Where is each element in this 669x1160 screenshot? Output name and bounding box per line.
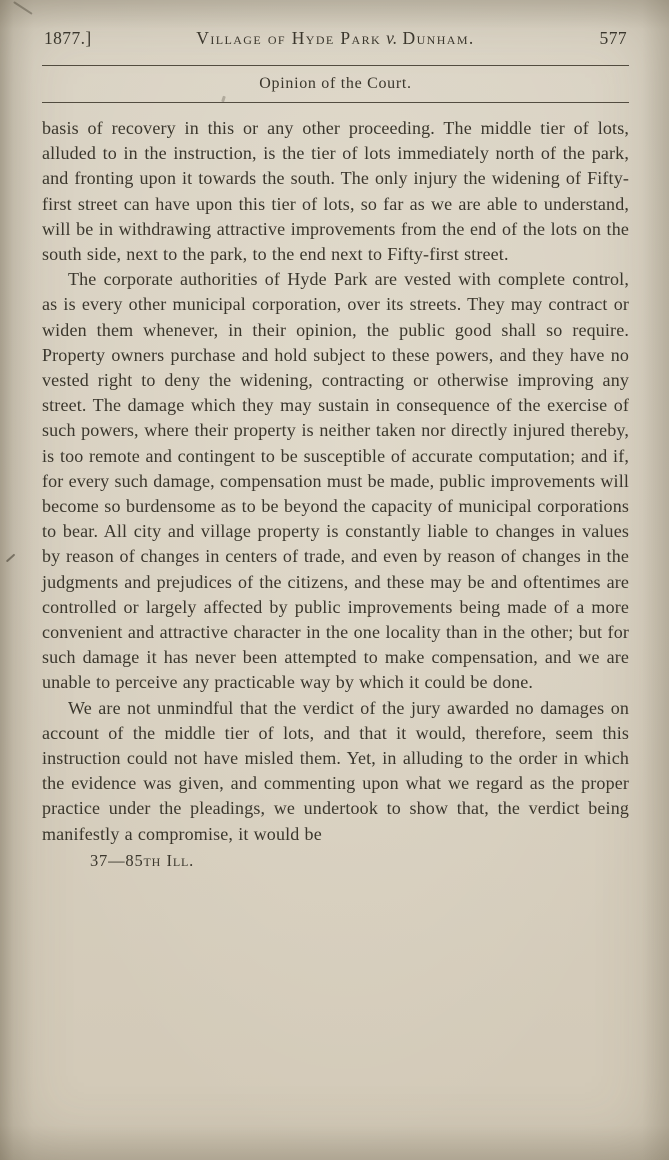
paragraph: basis of recovery in this or any other proceeding. The middle tier of lots, alluded to in the instruction, is the tier of lots immediately north of the park, and fronting upon it towards the south. The only injury the widening of Fifty-first street can have upon this tier of lots, so far as we are able to understand, will be in withdrawing attractive improvements from the end of the lots on the south side, next to the park, to the end next to Fifty-first street.	[42, 118, 629, 265]
page-number: 577	[599, 28, 627, 48]
running-head: Opinion of the Court.	[259, 75, 412, 92]
header-year: 1877.]	[44, 28, 92, 48]
case-title-plaintiff: Village of Hyde Park	[196, 28, 382, 48]
paragraph: The corporate authorities of Hyde Park are vested with complete control, as is every other municipal corporation, over its streets. They may contract or widen them whenever, in their opinion, the public good shall so require. Property owners purchase and hold subject to these powers, and they have no vested right to deny the widening, contracting or otherwise improving any street. The damage which they may sustain in consequence of the exercise of such powers, where their property is neither taken nor directly injured thereby, is too remote and contingent to be susceptible of accurate computation; and if, for every such damage, compensation must be made, public improvements will become so burdensome as to be beyond the capacity of municipal corporations to bear. All city and village property is constantly liable to changes in values by reason of changes in centers of trade, and even by reason of changes in the judgments and prejudices of the citizens, and these may be and oftentimes are controlled or largely affected by public improvements being made of a more convenient and attractive character in the one locality than in the other; but for such damage it has never been attempted to make compensation, and we are unable to perceive any practicable way by which it could be done.	[42, 269, 629, 693]
scan-artifact-corner	[13, 1, 32, 14]
page-header	[42, 28, 629, 54]
volume-signature: 37—85th Ill.	[90, 850, 195, 870]
header-rule-bottom	[42, 102, 629, 103]
opinion-body	[42, 116, 629, 873]
header-rule-top	[42, 65, 629, 66]
paragraph: We are not unmindful that the verdict of the jury awarded no damages on account of the middle tier of lots, and that it would, therefore, seem this instruction could not have misled them. Yet, in alluding to the order in which the evidence was given, and commenting upon what we regard as the proper practice under the pleadings, we undertook to show that, the verdict being manifestly a compromise, it would be	[42, 697, 629, 844]
scan-artifact-left-edge	[6, 554, 15, 563]
case-title-defendant: Dunham.	[402, 28, 475, 48]
case-title-versus: v.	[386, 28, 398, 48]
case-title	[42, 28, 629, 49]
